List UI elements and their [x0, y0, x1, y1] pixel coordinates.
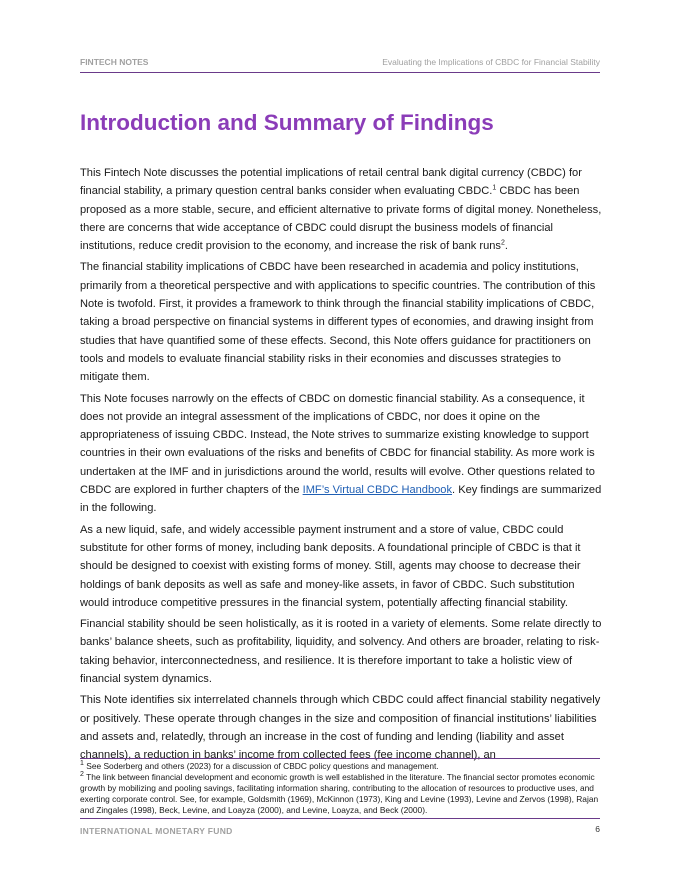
- footnote-1: [80, 761, 600, 772]
- footnote-number: 2: [80, 771, 84, 779]
- footnote-text: The link between financial development and economic growth is well established in the literature. The financial sector promotes economic growth by mobilizing and pooling savings, facilitating information sharing, contributing to the allocation of resources to productive uses, and exerting corporate control. See, for example, Goldsmith (1969), McKinnon (1973), King and Levine (1993), Levine and Zervos (1998), Rajan and Zingales (1998), Beck, Levine, and Loayza (2000), and Levine, Loayza, and Beck (2000).: [80, 772, 599, 815]
- paragraph-6: This Note identifies six interrelated channels through which CBDC could affect financial stability negatively or positively. These operate through changes in the size and composition of financial institutions’ liabilities and assets and, relatedly, through an increase in the cost of funding and lending (liability and asset channels), a reduction in banks’ income from collected fees (fee income channel), an: [80, 694, 601, 762]
- paragraph-5: Financial stability should be seen holistically, as it is rooted in a variety of elements. Some relate directly to banks’ balance sheets, such as profitability, liquidity, and solvency. And others are broader, relating to risk-taking behavior, interconnectedness, and resilience. It is therefore important to take a holistic view of financial system dynamics.: [80, 618, 602, 686]
- text: This Note focuses narrowly on the effects of CBDC on domestic financial stability. As a consequence, it does not provide an integral assessment of the implications of CBDC, nor does it opine on the appropriateness of issuing CBDC. Instead, the Note strives to summarize existing knowledge to support countries in their own evaluations of the risks and benefits of CBDC for financial stability. As more work is undertaken at the IMF and in jurisdictions around the world, results will evolve. Other questions related to CBDC are explored in further chapters of the: [80, 392, 595, 497]
- paragraph-3: [80, 390, 602, 518]
- page-number: 6: [595, 824, 600, 834]
- footnote-2: [80, 772, 600, 816]
- text: .: [504, 240, 508, 253]
- footnote-text: See Soderberg and others (2023) for a discussion of CBDC policy questions and management.: [83, 761, 439, 771]
- footnotes: [80, 758, 600, 816]
- paragraph-2: The financial stability implications of CBDC have been researched in academia and policy institutions, primarily from a theoretical perspective and with applications to specific countries. The contribution of this Note is twofold. First, it provides a framework to think through the financial stability implications of CBDC, taking a broad perspective on financial systems in different types of economies, and drawing insight from studies that have quantified some of these effects. Second, this Note offers guidance for practitioners on tools and models to evaluate financial stability risks in their economies and discusses strategies to mitigate them.: [80, 261, 596, 384]
- running-header: [80, 56, 600, 73]
- section-title: Introduction and Summary of Findings: [80, 110, 494, 135]
- header-series: FINTECH NOTES: [80, 57, 149, 67]
- header-title: Evaluating the Implications of CBDC for Financial Stability: [382, 57, 600, 67]
- footnote-ref-2[interactable]: 2: [500, 239, 505, 247]
- footnote-number: 1: [80, 760, 84, 768]
- paragraph-1: [80, 164, 602, 255]
- running-footer: [80, 818, 600, 836]
- body-text: [80, 164, 602, 768]
- paragraph-4: As a new liquid, safe, and widely accessible payment instrument and a store of value, CBDC could substitute for other forms of money, including bank deposits. A foundational principle of CBDC is that it should be designed to coexist with existing forms of money. Still, agents may choose to decrease their holdings of bank deposits as well as safe and money-like assets, in favor of CBDC. Such substitution would introduce competitive pressures in the financial system, potentially affecting financial stability.: [80, 523, 581, 609]
- cbdc-handbook-link[interactable]: IMF’s Virtual CBDC Handbook: [302, 484, 453, 497]
- text: This Fintech Note discusses the potential implications of retail central bank digital currency (CBDC) for financial stability, a primary question central banks consider when evaluating CBDC.: [80, 167, 582, 198]
- footnote-ref-1[interactable]: 1: [492, 184, 497, 192]
- text: . Key findings are summarized in the following.: [80, 484, 602, 515]
- text: CBDC has been proposed as a more stable, secure, and efficient alternative to private forms of digital money. Nonetheless, there are concerns that wide acceptance of CBDC could disrupt the business models of financial institutions, reduce credit provision to the economy, and increase the risk of bank runs: [80, 185, 602, 253]
- footer-publisher: INTERNATIONAL MONETARY FUND: [80, 826, 233, 836]
